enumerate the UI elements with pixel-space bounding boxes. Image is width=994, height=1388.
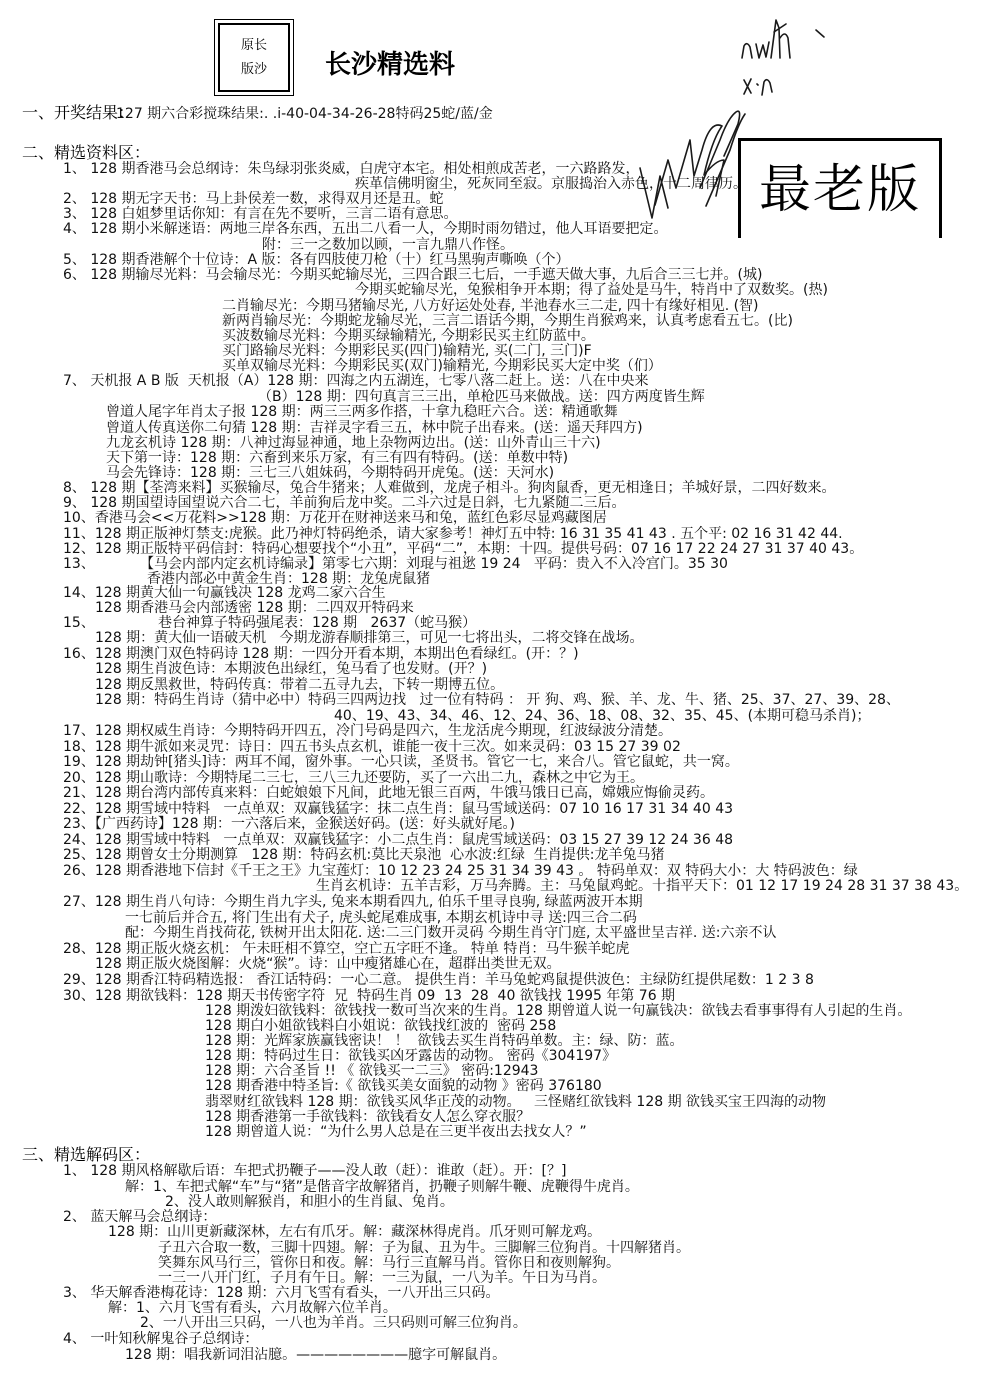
logo-box	[214, 19, 294, 96]
logo-inner-frame	[218, 23, 290, 92]
item-16-line-5: 40、19、43、34、46、12、24、36、18、08、32、35、45、(本期可稳马杀肖)；	[334, 708, 871, 724]
item-30-line-10: 128 期曾道人说：“为什么男人总是在三更半夜出去找女人？”	[205, 1124, 587, 1140]
item-25: 25、128 期曾女士分期测算 128 期：特码玄机:莫比天泉池 心水波:红绿 生肖提供:龙羊兔马猪	[63, 847, 665, 863]
item-30-line-1: 30、128 期欲钱料：128 期天书传密字符 兄 特码生肖 09 13 28 40 欲钱找 1995 年第 76 期	[63, 988, 676, 1004]
decode-2-line-3: 子丑六合取一数，三脚十四翅。解：子为鼠、丑为牛。三脚解三位狗肖。十四解猪肖。	[158, 1240, 690, 1256]
item-6-line-2: 今期买蛇输尽光，兔猴相争开本期；得了益处是马牛，特肖中了双数奖。(热)	[355, 282, 828, 298]
item-6-line-7: 买单双输尽光料：今期彩民买(双门)输精光, 今期彩民买大定中奖（们）	[222, 358, 662, 374]
item-19: 19、128 期劫钟[猪头]诗：两耳不闻，窗外事。一心只读，圣贤书。管它一七，来合八。管它鼠蛇，共一窝。	[63, 754, 739, 770]
stamp-text: 最老版	[758, 159, 921, 220]
item-15-line-1: 巷台神算子特码强尾表：128 期 2637（蛇马猴）	[158, 615, 477, 631]
item-6-line-6: 买门路输尽光料：今期彩民买(四门)输精光, 买(二门, 三门)F	[222, 343, 592, 359]
decode-4-line-1: 4、 一叶知秋解鬼谷子总纲诗：	[63, 1331, 259, 1347]
item-30-line-3: 128 期白小姐欲钱料白小姐说：欲钱找红波的 密码 258	[205, 1018, 557, 1034]
item-13-number: 13、	[63, 556, 95, 572]
item-14-line-1: 14、128 期黄大仙一句赢钱决 128 龙鸡二家六合生	[63, 585, 386, 601]
item-26-line-2: 生肖玄机诗：五羊吉彩，万马奔腾。主：马兔鼠鸡蛇。十指平天下：01 12 17 19 24 28 31 37 38 43。	[316, 878, 969, 894]
item-1-line-2: 疾革信佛明窗尘，死灰同至寂。京服捣治入赤色，十二周律历。	[355, 176, 747, 192]
item-29: 29、128 期香江特码精选报： 香江话特码：一心二意。 提供生肖：羊马兔蛇鸡鼠提供波色：主绿防红提供尾数：1 2 3 8	[63, 972, 814, 988]
item-17: 17、128 期权威生肖诗：今期特码开四五，冷门号码是四六，生龙活虎今期现，红波绿波分清楚。	[63, 723, 672, 739]
item-14-line-2: 128 期香港马会内部透密 128 期：二四双开特码来	[95, 600, 414, 616]
item-30-line-2: 128 期泼妇欲钱料：欲钱找一数可当次来的生肖。128 期曾道人说一句赢钱决：欲钱去看事事得有人引起的生肖。	[205, 1003, 912, 1019]
item-16-line-4: 128 期：特码生肖诗（猜中必中）特码三四两边找 过一位有特码 ： 开 狗、鸡、猴、羊、龙、牛、猪、25、37、27、39、28、	[95, 692, 900, 708]
decode-2-line-5: 一三一八开门红，子月有午日。解：一三为鼠，一八为羊。午日为马肖。	[158, 1270, 606, 1286]
item-7-line-5: 九龙玄机诗 128 期：八神过海显神通，地上杂物两边出。(送：山外青山三十六)	[106, 435, 601, 451]
item-23: 23、【广西药诗】128 期：一六落后来，金猴送好码。(送：好头就好尾。)	[63, 816, 515, 832]
item-7-line-7: 马会先锋诗：128 期：三七三八姐妹码，今期特码开虎兔。(送：天河水)	[106, 465, 555, 481]
item-3: 3、 128 白姐梦里话你知：有言在先不要听，三言二语有意思。	[63, 206, 458, 222]
item-30-line-5: 128 期：特码过生日：欲钱买凶牙露齿的动物。 密码《304197》	[205, 1048, 617, 1064]
item-30-line-7: 128 期香港中特圣旨:《 欲钱买美女面貌的动物 》密码 376180	[205, 1078, 602, 1094]
item-30-line-6: 128 期：六合圣旨 !! 《 欲钱买一二三》 密码:12943	[205, 1063, 539, 1079]
item-2: 2、 128 期无字天书：马上卦侯差一数，求得双月还是丑。蛇	[63, 191, 444, 207]
item-6-line-3: 二肖输尽光：今期马猪输尽光, 八方好运处处春, 半池春水三二走, 四十有缘好相见. (智)	[222, 298, 759, 314]
item-30-line-8: 翡翠财红欲钱料 128 期：欲钱买风华正茂的动物。 三怪赌红欲钱料 128 期 欲钱买宝王四海的动物	[205, 1094, 827, 1110]
page-title: 长沙精选料	[325, 50, 456, 80]
item-15-number: 15、	[63, 615, 95, 631]
item-4-line-1: 4、 128 期小米解迷语：两地三岸各东西，五出二八看一人，今期时雨勿错过，他人耳语要把定。	[63, 221, 668, 237]
decode-3-line-2: 解：1、六月飞雪有看头，六月故解六位羊肖。	[108, 1300, 397, 1316]
item-6-line-4: 新两肖输尽光：今期蛇龙输尽光，三言二语话今期，今期生肖猴鸡来，认真考虑看五七。(比)	[222, 313, 793, 329]
item-6-line-1: 6、 128 期输尽光料：马会输尽光：今期买蛇输尽光，三四合跟三七后，一手遮天做大事，九后合三三七并。(城)	[63, 267, 763, 283]
item-13-line-1: 【马会内部内定玄机诗编录】第零七六期：刘琨与祖逖 19 24 平码：贵入不入冷宫门。35 30	[140, 556, 728, 572]
item-16-line-1: 16、128 期澳门双色特码诗 128 期：一四分开看本期，本期出色看绿红。(开：？)	[63, 646, 579, 662]
item-28-line-1: 28、128 期正版火烧玄机： 午未旺相不算空，空亡五字旺不逢。 特单 特肖：马牛猴羊蛇虎	[63, 941, 630, 957]
decode-1-line-1: 1、 128 期风格解歇后语：车把式扔鞭子——没人敢（赶）：谁敢（赶）。开：[？]	[63, 1163, 567, 1179]
logo-line-1: 原长	[240, 37, 267, 53]
section-materials-heading: 二、精选资料区：	[22, 143, 151, 162]
item-16-line-2: 128 期生肖波色诗：本期波色出绿红，兔马看了也发财。(开？)	[95, 661, 488, 677]
decode-1-line-3: 2、没人敢则解猴肖，和胆小的生肖鼠、兔肖。	[165, 1194, 454, 1210]
item-28-line-2: 128 期正版火烧图解：火烧“猴”。诗：山中瘦猪雄心在，超群出类世无双。	[95, 956, 561, 972]
item-7-line-6: 天下第一诗：128 期：六畜到来乐万家，有三有四有特码。(送：单数中特)	[106, 450, 569, 466]
item-7-line-3: 曾道人尾字年肖太子报 128 期：两三三两多作搭，十拿九稳旺六合。送：精通歌舞	[106, 404, 618, 420]
item-30-line-4: 128 期：光辉家族赢钱密诀！ ！ 欲钱去买生肖特码单数。主：绿、防：蓝。	[205, 1033, 684, 1049]
item-5: 5、 128 期香港解个十位诗：A 版：各有四肢使刀枪（十）红马黑驹声嘶唤（个）	[63, 252, 570, 268]
item-22: 22、128 期雪域中特料 一点单双：双赢钱猛字：抹二点生肖：鼠马雪域送码：07 10 16 17 31 34 40 43	[63, 801, 734, 817]
section-decoding-heading: 三、精选解码区：	[22, 1145, 151, 1164]
decode-3-line-1: 3、 华天解香港梅花诗：128 期：六月飞雪有看头，一八开出三只码。	[63, 1285, 500, 1301]
item-8: 8、 128 期【荃湾来料】买猴输尽，兔合牛猪来；人难做到，龙虎子相斗。狗肉鼠香，更无相逢日；羊城好景，二四好数来。	[63, 480, 836, 496]
item-10: 10、香港马会<<万花料>>128 期：万花开在财神送来马和兔，蓝红色彩尽显鸡藏图居	[63, 510, 607, 526]
item-26-line-1: 26、128 期香港地下信封《千王之王》九宝莲灯：10 12 23 24 25 31 34 39 43 。 特码单双：双 特码大小：大 特码波色：绿	[63, 863, 858, 879]
decode-4-line-2: 128 期：唱我新词泪沾臆。————————臆字可解鼠肖。	[125, 1347, 507, 1363]
item-16-line-3: 128 期反黑救世，特码传真：带着二五寻九去，下转一期博五位。	[95, 677, 505, 693]
item-9: 9、 128 期国望诗国望说六合二七，羊前狗后龙中奖。二斗六过是日斜，七九紧随二三后。	[63, 495, 626, 511]
item-13-line-2: 香港内部必中黄金生肖：128 期：龙兔虎鼠猪	[147, 571, 431, 587]
item-12: 12、128 期正版特平码信封：特码心想要找个“小丑”，平码“二”，本期：十四。提供号码：07 16 17 22 24 27 31 37 40 43。	[63, 541, 864, 557]
item-4-line-2: 附：三一之数加以顾，一言九鼎八作怪。	[262, 237, 514, 253]
decode-1-line-2: 解：1、车把式解“车”与“猪”是偕音字故解猪肖，扔鞭子则解牛鞭、虎鞭得牛虎肖。	[125, 1179, 639, 1195]
item-6-line-5: 买波数输尽光料：今期买绿输精光, 今期彩民买主红防蓝中。	[222, 328, 595, 344]
item-11: 11、128 期正版神灯禁支:虎猴。此乃神灯特码绝杀，请大家参考！神灯五中特: 16 31 35 41 43 . 五个平: 02 16 31 42 44.	[63, 526, 843, 542]
item-7-line-2: （B）128 期：四句真言三三出，单枪匹马来做战。送：四方两度皆生辉	[258, 389, 705, 405]
item-1-line-1: 1、 128 期香港马会总纲诗：朱鸟绿羽张炎威，白虎守本宅。相处相煎成苦老，一六路路发，	[63, 161, 640, 177]
item-27-line-1: 27、128 期生肖八句诗：今期生肖九字头, 兔来本期看四九, 伯乐千里寻良驹, 绿蓝两波开本期	[63, 894, 643, 910]
item-30-line-9: 128 期香港第一手欲钱料：欲钱看女人怎么穿衣服？	[205, 1109, 531, 1125]
stamp-box	[738, 138, 942, 238]
logo-line-2: 版沙	[240, 61, 267, 77]
item-20: 20、128 期山歌诗：今期特尾二三七，三八三九还要防，买了一六出二九，森林之中它为王。	[63, 770, 644, 786]
item-18: 18、128 期牛派如来灵咒：诗日：四五书头点玄机，谁能一夜十三次。如来灵码：03 15 27 39 02	[63, 739, 681, 755]
item-21: 21、128 期台湾内部传真来料：白蛇娘娘下凡间，此地无银三百两，牛饿马饿日已高，嫦娥应悔偷灵药。	[63, 785, 714, 801]
draw-result-text: 127 期六合彩搅珠结果:. .i-40-04-34-26-28特码25蛇/蓝/金	[116, 106, 493, 122]
decode-2-line-2: 128 期：山川更新藏深林，左右有爪牙。解：藏深林得虎肖。爪牙则可解龙鸡。	[108, 1224, 602, 1240]
section-draw-result-heading: 一、开奖结果：	[22, 103, 135, 122]
decode-2-line-1: 2、 蓝天解马会总纲诗：	[63, 1209, 217, 1225]
item-27-line-2: 一七前后并合五, 将门生出有犬子, 虎头蛇尾难成事, 本期玄机诗中寻 送:四三合二码	[125, 910, 637, 926]
decode-2-line-4: 笑舞东风马行三，管你日和夜。解：马行三直解马肖。管你日和夜则解狗。	[158, 1255, 620, 1271]
item-27-line-3: 配：今期生肖找荷花, 铁树开出太阳花. 送:二三门数开灵码 今期生肖守门庭, 太平盛世呈吉祥. 送:六亲不认	[125, 925, 777, 941]
item-24: 24、128 期雪域中特料 一点单双：双赢钱猛字：小二点生肖：鼠虎雪域送码：03 15 27 39 12 24 36 48	[63, 832, 734, 848]
decode-3-line-3: 2、一八开出三只码，一八也为羊肖。三只码则可解三位狗肖。	[140, 1315, 527, 1331]
item-15-line-2: 128 期：黄大仙一语破天机 今期龙游春顺排第三，可见一七将出头，二将交锋在战场。	[95, 630, 644, 646]
item-7-line-4: 曾道人传真送你二句猜 128 期：吉祥灵字看三五，林中院子出春来。(送：遥天拜四方)	[106, 420, 643, 436]
item-7-line-1: 7、 天机报 A B 版 天机报（A）128 期：四海之内五湖连，七零八落二赶上。送：八在中央来	[63, 373, 649, 389]
